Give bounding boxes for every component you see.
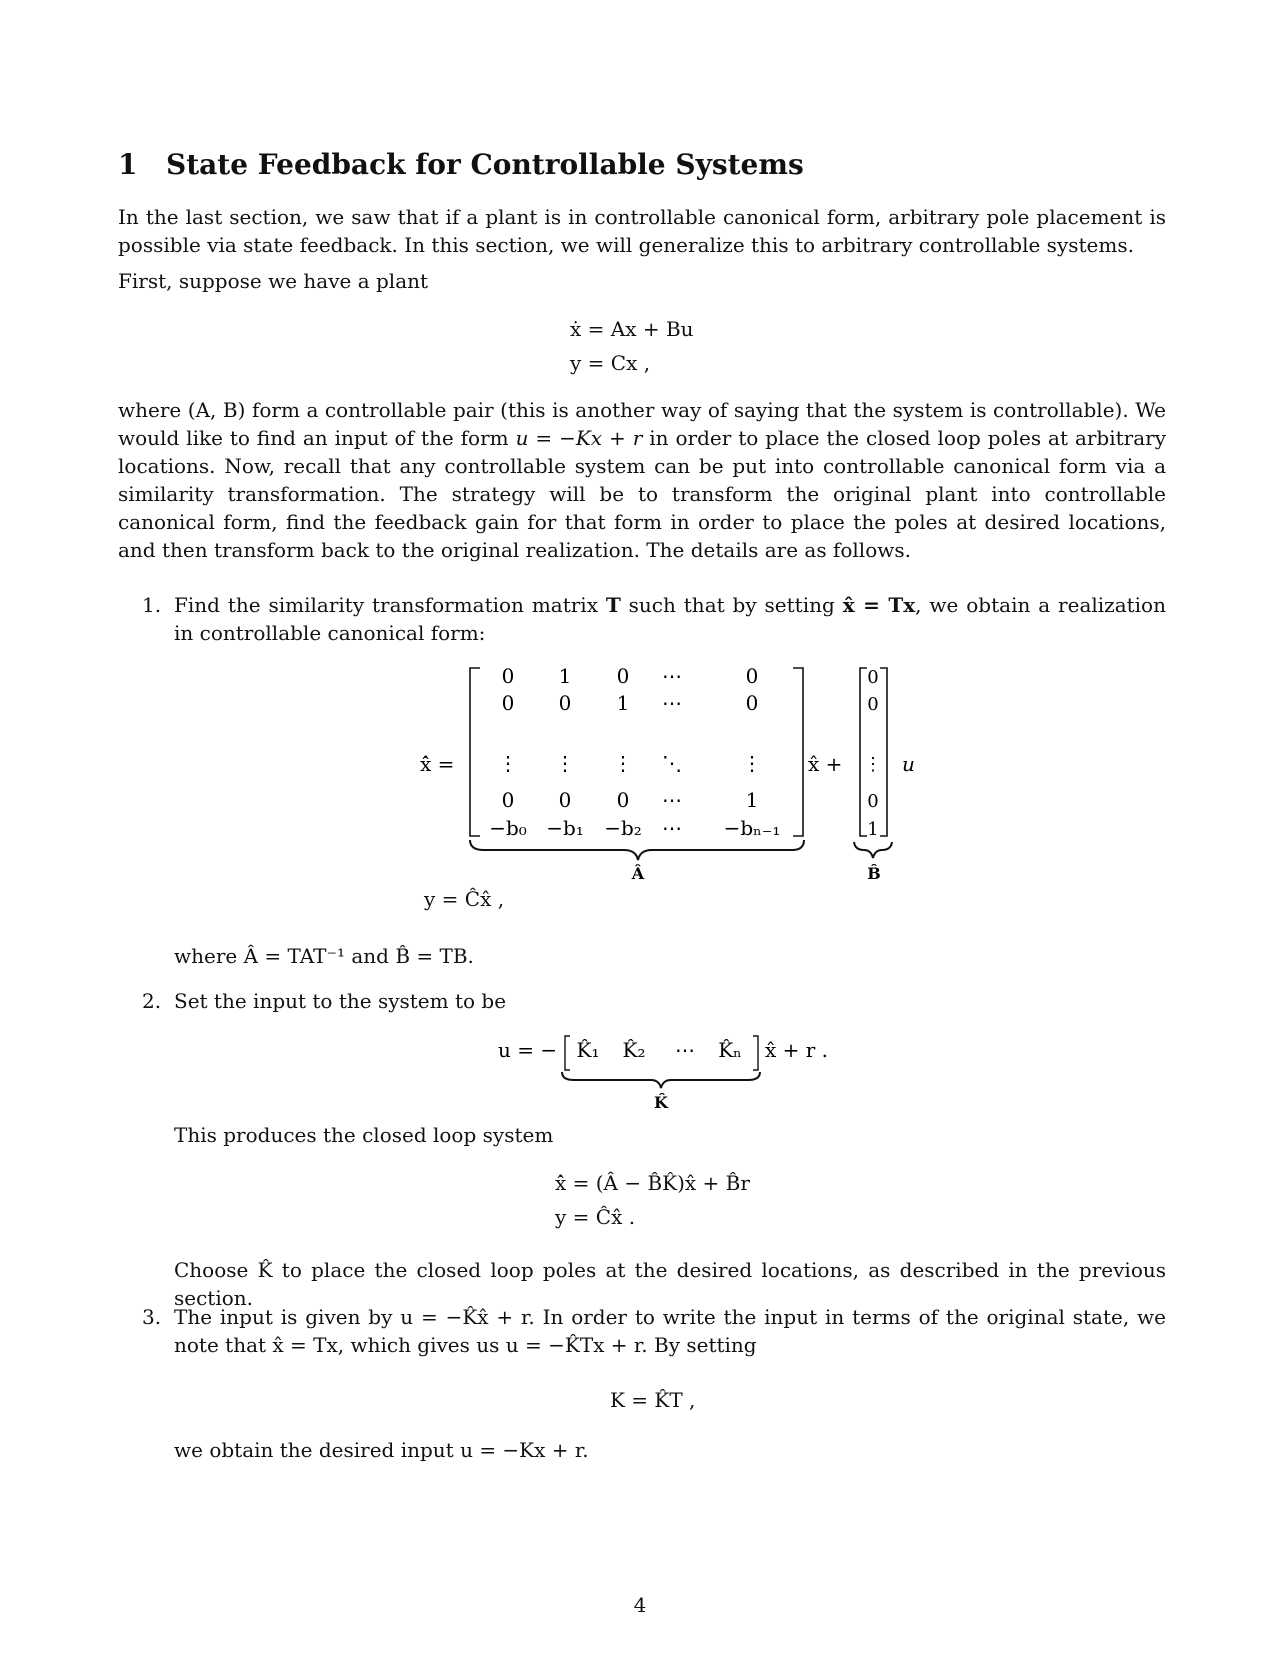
- desired-input-text: we obtain the desired input u = −Kx + r.: [174, 1438, 589, 1462]
- matrix-cell: 0: [501, 691, 515, 715]
- xhat-dot-lhs: x̂̇ =: [420, 752, 455, 776]
- matrix-cell: ⋯: [662, 664, 682, 688]
- matrix-cell: ⋮: [498, 751, 518, 775]
- step-1-where: where Â = TAT⁻¹ and B̂ = TB.: [174, 944, 474, 968]
- xhat-plus: x̂ +: [808, 752, 843, 776]
- closed-loop-output-equation: y = Ĉx̂ .: [555, 1205, 636, 1229]
- matrix-cell: ⋮: [555, 751, 575, 775]
- matrix-cell: −b₀: [489, 816, 527, 840]
- canonical-form-equation: [0, 660, 1280, 890]
- label-b-hat: B̂: [867, 864, 881, 883]
- brace-a-hat: [470, 840, 804, 860]
- strategy-paragraph: where (A, B) form a controllable pair (this is another way of saying that the system is controllable). We would like to find an input of the form u = −Kx + r in order to place the closed loop poles at arbitrary locations. Now, recall that any controllable system can be put into controllable canonical form via a similarity transformation. The strategy will be to transform the original plant into controllable canonical form, find the feedback gain for that form in order to place the poles at desired locations, and then transform back to the original realization. The details are as follows.: [118, 398, 1167, 562]
- choose-k-text: Choose K̂ to place the closed loop poles at the desired locations, as described in the previous section.: [174, 1258, 1166, 1310]
- gain-entry: K̂₁: [576, 1038, 600, 1062]
- matrix-cell: 1: [558, 664, 572, 688]
- step-2-number: 2.: [142, 989, 162, 1013]
- gain-transform-equation: K = K̂T ,: [610, 1388, 696, 1412]
- step-3-number: 3.: [142, 1305, 162, 1329]
- matrix-cell: ⋯: [662, 788, 682, 812]
- canonical-output-equation: y = Ĉx̂ ,: [424, 887, 505, 911]
- page-number: 4: [633, 1593, 647, 1617]
- matrix-cell: −bₙ₋₁: [723, 816, 781, 840]
- input-u: u: [902, 752, 915, 776]
- closed-loop-intro: This produces the closed loop system: [174, 1123, 554, 1147]
- plant-state-equation: ẋ = Ax + Bu: [570, 317, 694, 341]
- matrix-cell: ⋯: [662, 816, 682, 840]
- step-1-number: 1.: [142, 593, 162, 617]
- vector-cell: 0: [867, 791, 879, 812]
- closed-loop-state-equation: x̂̇ = (Â − B̂K̂)x̂ + B̂r: [555, 1171, 750, 1195]
- matrix-cell: ⋯: [662, 691, 682, 715]
- matrix-cell: −b₂: [604, 816, 642, 840]
- intro-paragraph-1: In the last section, we saw that if a plant is in controllable canonical form, arbitrary pole placement is possible via state feedback. In this section, we will generalize this to arbitrary controllable systems.: [118, 205, 1166, 257]
- step-3-text: The input is given by u = −K̂x̂ + r. In order to write the input in terms of the original state, we note that x̂ = Tx, which gives us u = −K̂Tx + r. By setting: [174, 1305, 1166, 1357]
- intro-paragraph-2: First, suppose we have a plant: [118, 269, 429, 293]
- brace-b-hat: [854, 842, 892, 858]
- matrix-cell: 0: [745, 691, 759, 715]
- matrix-cell: 0: [616, 788, 630, 812]
- brace-k-hat: [562, 1072, 760, 1088]
- label-a-hat: Â: [631, 864, 645, 883]
- section-title: State Feedback for Controllable Systems: [166, 148, 804, 181]
- matrix-cell: ⋮: [742, 751, 762, 775]
- gain-entry: ⋯: [675, 1038, 695, 1062]
- gain-row-vector: [577, 1038, 742, 1062]
- matrix-cell: 0: [616, 664, 630, 688]
- feedback-input-equation: [0, 1030, 1280, 1110]
- matrix-cell: 0: [745, 664, 759, 688]
- section-number: 1: [118, 148, 138, 181]
- matrix-cell: 1: [616, 691, 630, 715]
- u-lhs: u = −: [498, 1038, 558, 1062]
- vector-cell: 0: [867, 694, 879, 715]
- vector-cell: ⋮: [864, 754, 882, 775]
- matrix-cell: ⋮: [613, 751, 633, 775]
- matrix-cell: 1: [745, 788, 759, 812]
- step-1-text: Find the similarity transformation matrix T such that by setting x̂ = Tx, we obtain a realization in controllable canonical form:: [174, 593, 1166, 645]
- label-k-hat: K̂: [654, 1093, 668, 1110]
- system-matrix: [489, 664, 780, 840]
- u-rhs: x̂ + r .: [765, 1038, 829, 1062]
- input-vector: [864, 667, 882, 840]
- matrix-cell: 0: [501, 788, 515, 812]
- section-heading: [118, 148, 804, 181]
- vector-cell: 1: [867, 819, 879, 840]
- matrix-cell: 0: [558, 691, 572, 715]
- plant-output-equation: y = Cx ,: [570, 351, 651, 375]
- gain-entry: K̂₂: [622, 1038, 646, 1062]
- matrix-cell: −b₁: [546, 816, 584, 840]
- gain-entry: K̂ₙ: [718, 1038, 742, 1062]
- vector-cell: 0: [867, 667, 879, 688]
- step-2-text: Set the input to the system to be: [174, 989, 507, 1013]
- matrix-cell: 0: [501, 664, 515, 688]
- matrix-cell: ⋱: [662, 751, 682, 775]
- matrix-cell: 0: [558, 788, 572, 812]
